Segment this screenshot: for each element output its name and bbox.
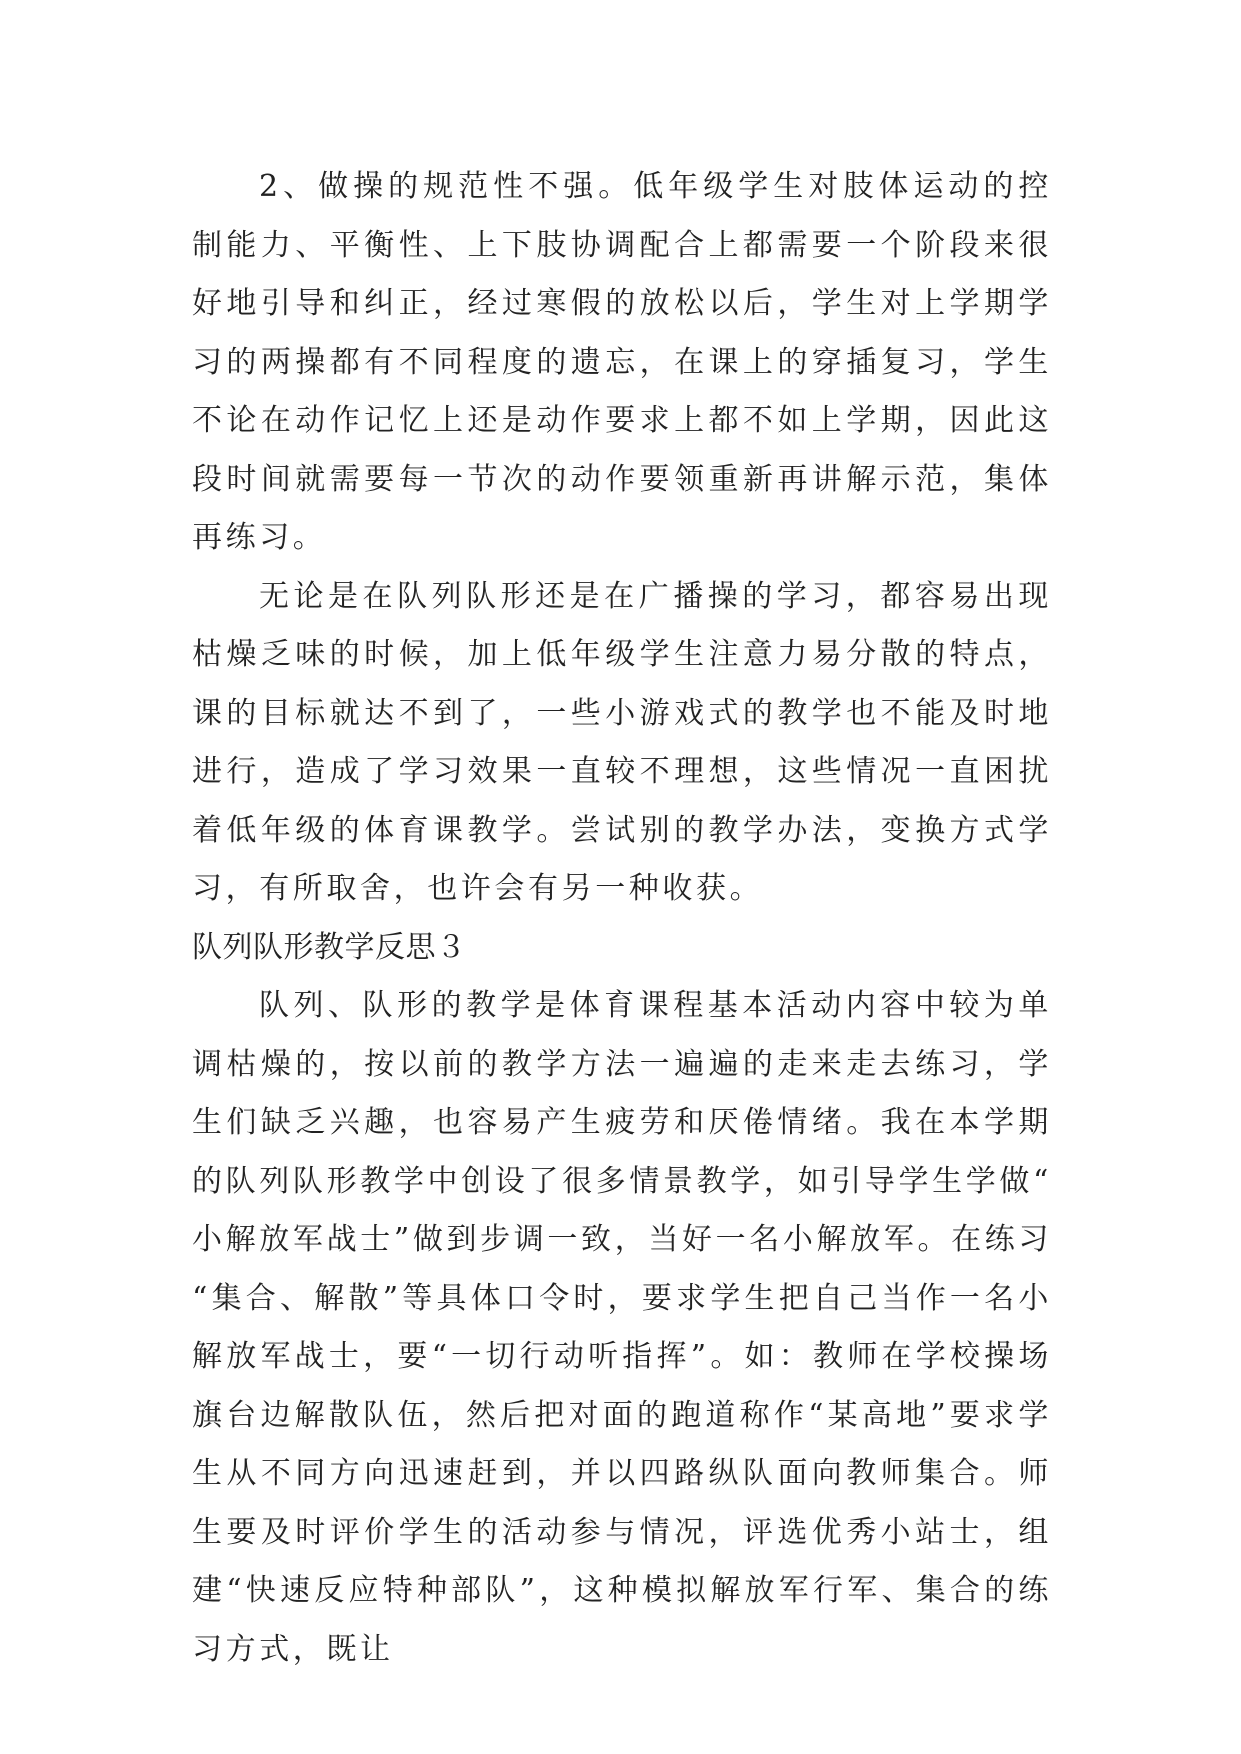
paragraph-exercise-standards: 2、做操的规范性不强。低年级学生对肢体运动的控制能力、平衡性、上下肢协调配合上都需要一个阶段来很好地引导和纠正，经过寒假的放松以后，学生对上学期学习的两操都有不同程度的遗忘，在课上的穿插复习，学生不论在动作记忆上还是动作要求上都不如上学期，因此这段时间就需要每一节次的动作要领重新再讲解示范，集体再练习。 (192, 169, 1052, 555)
paragraph-reflection-3: 队列、队形的教学是体育课程基本活动内容中较为单调枯燥的，按以前的教学方法一遍遍的走来走去练习，学生们缺乏兴趣，也容易产生疲劳和厌倦情绪。我在本学期的队列队形教学中创设了很多情景教学，如引导学生学做“小解放军战士”做到步调一致，当好一名小解放军。在练习“集合、解散”等具体口令时，要求学生把自己当作一名小解放军战士，要“一切行动听指挥”。如：教师在学校操场旗台边解散队伍，然后把对面的跑道称作“某高地”要求学生从不同方向迅速赶到，并以四路纵队面向教师集合。师生要及时评价学生的活动参与情况，评选优秀小站士，组建“快速反应特种部队”，这种模拟解放军行军、集合的练习方式，既让 (192, 988, 1052, 1667)
section-heading: 队列队形教学反思３ (192, 929, 467, 965)
paragraph-boredom-issue: 无论是在队列队形还是在广播操的学习，都容易出现枯燥乏味的时候，加上低年级学生注意力易分散的特点，课的目标就达不到了，一些小游戏式的教学也不能及时地进行，造成了学习效果一直较不理想，这些情况一直困扰着低年级的体育课教学。尝试别的教学办法，变换方式学习，有所取舍，也许会有另一种收获。 (192, 578, 1052, 906)
document-body (192, 158, 1052, 1679)
